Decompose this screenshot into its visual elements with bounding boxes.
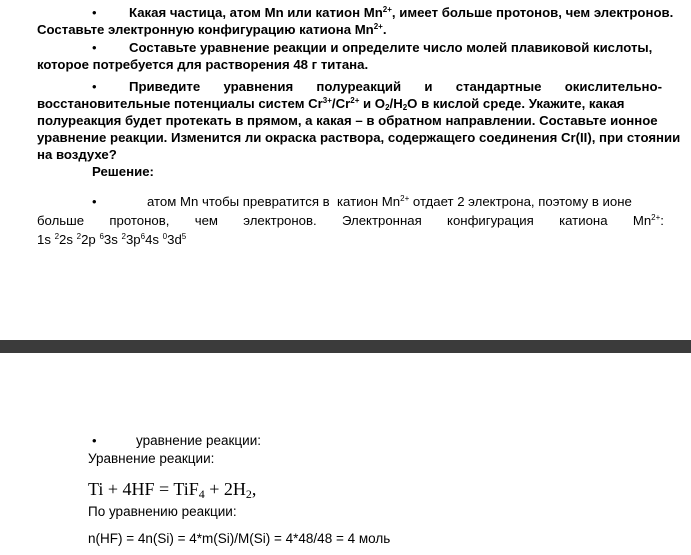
- question-2-line-2: которое потребуется для растворения 48 г титана.: [37, 57, 369, 72]
- reaction-equation: $Ti + 4HF = TiF_4 + 2H_2$,: [88, 479, 257, 501]
- answer-2-heading: Уравнение реакции:: [88, 451, 215, 466]
- bullet-icon: •: [92, 5, 97, 20]
- question-1-line-2: Составьте электронную конфигурацию катиона $Mn^{2+}$.: [37, 22, 387, 37]
- answer-2-bullet-text: уравнение реакции:: [136, 433, 262, 448]
- bullet-icon: •: [92, 40, 97, 55]
- question-3-line-3: полуреакция будет протекать в прямом, а какая – в обратном направлении. Составьте ионное: [37, 113, 658, 128]
- bullet-icon: •: [92, 194, 97, 209]
- question-3-line-2: восстановительные потенциалы систем $Cr^{3+}/Cr^{2+}$ и $O_2/H_2O$ в кислой среде. Укажите, какая: [37, 96, 625, 112]
- question-2-line-1: Составьте уравнение реакции и определите число молей плавиковой кислоты,: [129, 40, 653, 55]
- page-separator: [0, 340, 691, 353]
- moles-calculation: n(HF) = 4n(Si) = 4*m(Si)/M(Si) = 4*48/48 = 4 моль: [88, 531, 391, 546]
- question-1-line-1: Какая частица, атом Mn или катион $Mn^{2+}$, имеет больше протонов, чем электронов.: [129, 5, 674, 20]
- bullet-icon: •: [92, 79, 97, 94]
- question-3-line-1: Приведите уравнения полуреакций и стандартные окислительно-: [129, 79, 662, 94]
- answer-1-line-2: больше протонов, чем электронов. Электронная конфигурация катиона $Mn^{2+}$:: [37, 213, 664, 228]
- answer-1-line-1: атом Mn чтобы превратится в катион $Mn^{2+}$ отдает 2 электрона, поэтому в ионе: [147, 194, 632, 209]
- electron-configuration: 1s $^2$2s $^2$2p $^6$3s $^23p^64s$ $^03d^5$: [37, 232, 187, 247]
- bullet-icon: •: [92, 433, 97, 448]
- solution-label: Решение:: [92, 164, 154, 179]
- question-3-line-5: на воздухе?: [37, 147, 117, 162]
- document-page-lower: [0, 353, 691, 555]
- question-3-line-4: уравнение реакции. Изменится ли окраска раствора, содержащего соединения Cr(II), при стоянии: [37, 130, 681, 145]
- by-equation-label: По уравнению реакции:: [88, 504, 237, 519]
